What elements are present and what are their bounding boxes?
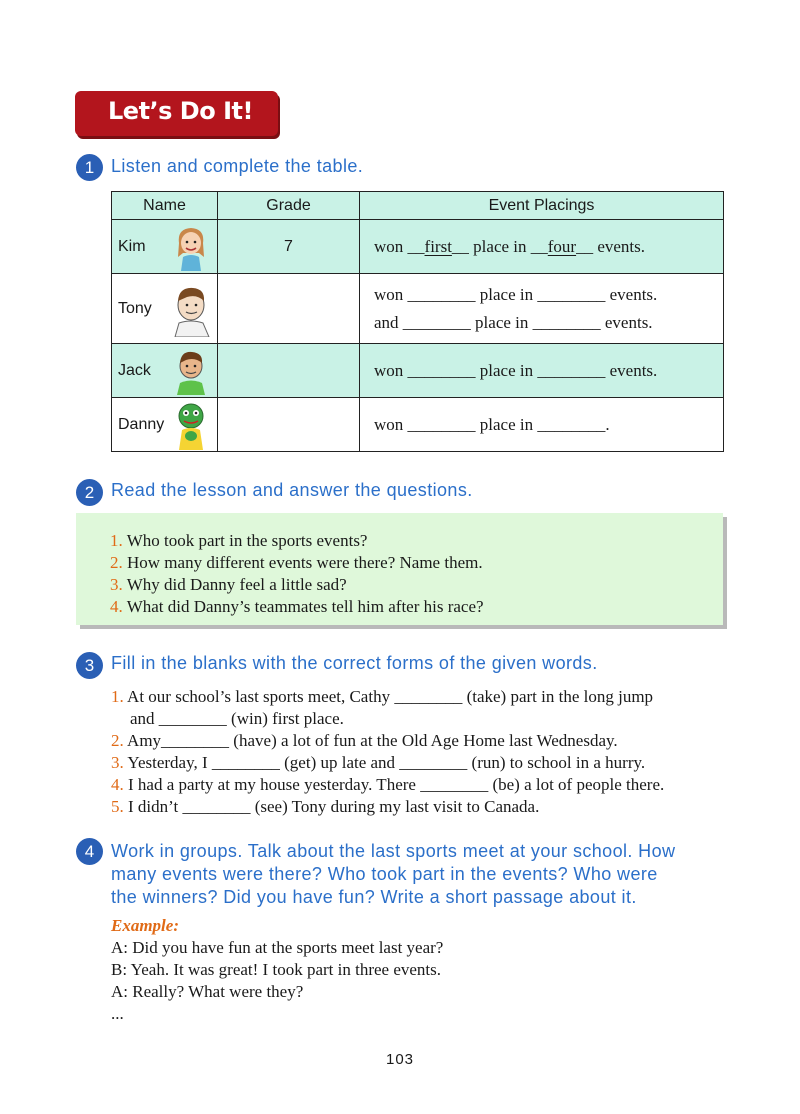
page-heading: Let’s Do It! bbox=[108, 97, 253, 125]
placing-cell: won ________ place in ________. bbox=[360, 398, 724, 452]
section-3-title: Fill in the blanks with the correct forms of the given words. bbox=[111, 653, 598, 673]
list-item bbox=[110, 552, 484, 574]
item-number: 1. bbox=[111, 687, 124, 706]
name-cell bbox=[112, 344, 218, 398]
item-text: Amy________ (have) a lot of fun at the Old Age Home last Wednesday. bbox=[123, 731, 618, 750]
section-2-title: Read the lesson and answer the questions. bbox=[111, 480, 473, 500]
item-text: Who took part in the sports events? bbox=[122, 531, 368, 550]
item-text: I had a party at my house yesterday. There ________ (be) a lot of people there. bbox=[123, 775, 665, 794]
girl-avatar-icon bbox=[171, 223, 211, 271]
table-row bbox=[112, 398, 724, 452]
item-number: 4. bbox=[110, 597, 123, 616]
dialogue-line: B: Yeah. It was great! I took part in three events. bbox=[111, 960, 441, 979]
list-item bbox=[110, 530, 484, 552]
section-4-number: 4 bbox=[76, 838, 103, 865]
placing-cell bbox=[360, 220, 724, 274]
item-text: Yesterday, I ________ (get) up late and ________ (run) to school in a hurry. bbox=[123, 753, 646, 772]
item-number: 3. bbox=[110, 575, 123, 594]
dialogue-line: A: Did you have fun at the sports meet last year? bbox=[111, 938, 444, 957]
table-header-row bbox=[112, 192, 724, 220]
placing-cell: won ________ place in ________ events. bbox=[360, 344, 724, 398]
grade-cell bbox=[218, 398, 360, 452]
item-number: 3. bbox=[111, 753, 124, 772]
placing-text: won __ bbox=[374, 236, 425, 256]
student-name: Tony bbox=[118, 299, 152, 317]
grade-cell: 7 bbox=[218, 220, 360, 274]
grade-cell bbox=[218, 274, 360, 344]
col-header-grade: Grade bbox=[218, 192, 360, 220]
boy-avatar-icon bbox=[171, 347, 211, 395]
dialogue-line: A: Really? What were they? bbox=[111, 982, 304, 1001]
item-text: I didn’t ________ (see) Tony during my last visit to Canada. bbox=[123, 797, 540, 816]
placing-line: won ________ place in ________ events. bbox=[374, 284, 658, 304]
item-number: 2. bbox=[110, 553, 123, 572]
item-text: What did Danny’s teammates tell him after his race? bbox=[122, 597, 484, 616]
title-line: many events were there? Who took part in the events? Who were bbox=[111, 864, 658, 884]
name-cell bbox=[112, 274, 218, 344]
example-dialogue bbox=[111, 915, 443, 1025]
questions-box bbox=[76, 513, 723, 625]
dialogue-line: ... bbox=[111, 1004, 124, 1023]
section-3-number: 3 bbox=[76, 652, 103, 679]
page-number: 103 bbox=[385, 1051, 415, 1068]
student-name: Kim bbox=[118, 237, 146, 255]
table-row bbox=[112, 344, 724, 398]
item-number: 4. bbox=[111, 775, 124, 794]
section-4-title bbox=[111, 840, 675, 909]
table-row bbox=[112, 220, 724, 274]
answer-four: four bbox=[547, 236, 577, 256]
list-item bbox=[111, 730, 664, 752]
item-text: How many different events were there? Name them. bbox=[122, 553, 483, 572]
title-line: the winners? Did you have fun? Write a short passage about it. bbox=[111, 887, 637, 907]
placings-table bbox=[111, 191, 724, 452]
list-item bbox=[110, 596, 484, 618]
example-label: Example: bbox=[111, 916, 179, 935]
section-1-title: Listen and complete the table. bbox=[111, 156, 364, 176]
list-item bbox=[111, 796, 664, 818]
table-row bbox=[112, 274, 724, 344]
list-item bbox=[111, 774, 664, 796]
item-number: 2. bbox=[111, 731, 124, 750]
student-name: Jack bbox=[118, 361, 151, 379]
placing-text: __ events. bbox=[576, 236, 646, 256]
name-cell bbox=[112, 398, 218, 452]
item-number: 5. bbox=[111, 797, 124, 816]
name-cell bbox=[112, 220, 218, 274]
list-item bbox=[111, 752, 664, 774]
item-text: At our school’s last sports meet, Cathy ________ (take) part in the long jump bbox=[123, 687, 654, 706]
student-name: Danny bbox=[118, 415, 165, 433]
answer-first: first bbox=[424, 236, 452, 256]
list-item-continuation: and ________ (win) first place. bbox=[130, 709, 344, 728]
grade-cell bbox=[218, 344, 360, 398]
questions-list bbox=[110, 530, 484, 618]
title-line: Work in groups. Talk about the last sports meet at your school. How bbox=[111, 841, 676, 861]
fill-blanks-list bbox=[111, 686, 664, 818]
item-number: 1. bbox=[110, 531, 123, 550]
placing-line: and ________ place in ________ events. bbox=[374, 312, 653, 332]
section-1-number: 1 bbox=[76, 154, 103, 181]
list-item bbox=[111, 686, 664, 708]
placing-text: __ place in __ bbox=[451, 236, 548, 256]
lets-do-it-badge bbox=[75, 91, 278, 136]
placing-cell bbox=[360, 274, 724, 344]
dinosaur-avatar-icon bbox=[171, 400, 211, 450]
col-header-name: Name bbox=[112, 192, 218, 220]
section-2-number: 2 bbox=[76, 479, 103, 506]
boy-avatar-icon bbox=[169, 281, 211, 337]
col-header-event-placings: Event Placings bbox=[360, 192, 724, 220]
item-text: Why did Danny feel a little sad? bbox=[122, 575, 347, 594]
list-item bbox=[110, 574, 484, 596]
